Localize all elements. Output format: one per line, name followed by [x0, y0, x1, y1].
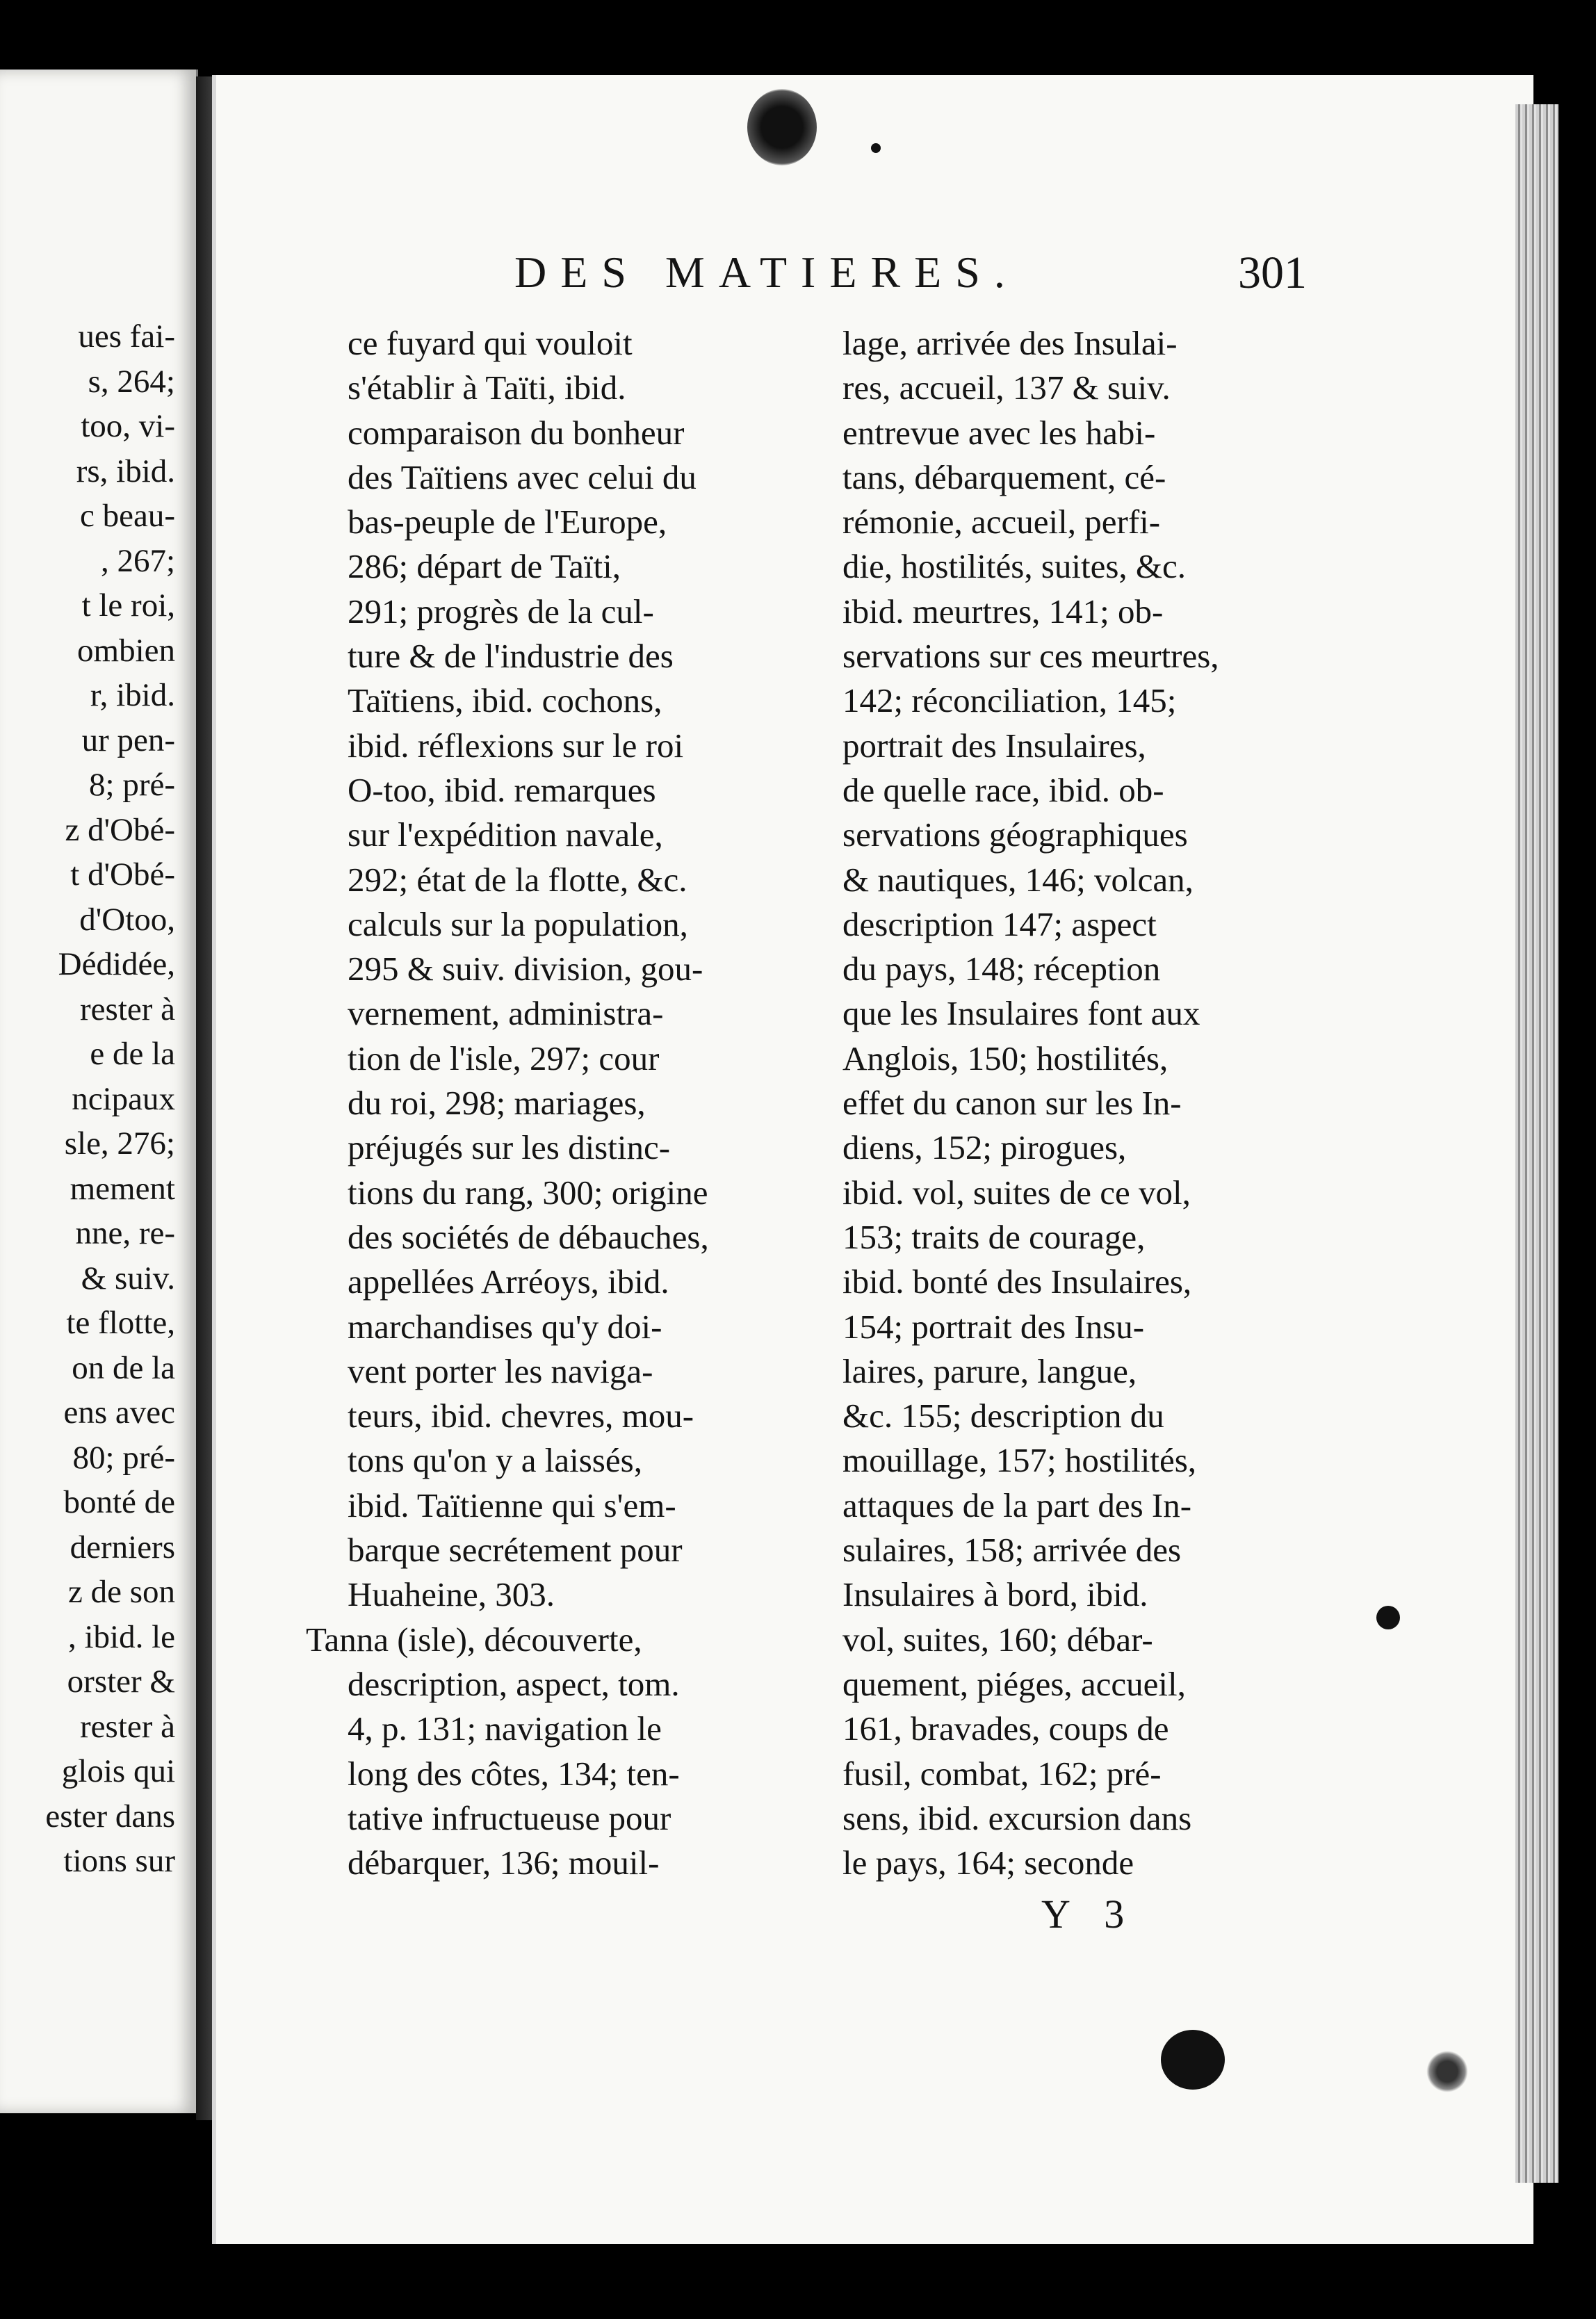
index-entry-line: Taïtiens, ibid. cochons, [348, 681, 662, 720]
index-entry-line: 154; portrait des Insu- [842, 1307, 1145, 1346]
running-head [514, 247, 1307, 302]
previous-page-line: ncipaux [72, 1080, 175, 1117]
scan-border-top [0, 0, 1596, 70]
index-entry-line: res, accueil, 137 & suiv. [842, 368, 1171, 407]
page-number: 301 [1238, 247, 1307, 298]
previous-page-line: mement [70, 1170, 175, 1207]
index-entry-line: servations géographiques [842, 815, 1188, 854]
index-entry-line: s'établir à Taïti, ibid. [348, 368, 626, 407]
index-entry-line: ibid. vol, suites de ce vol, [842, 1173, 1191, 1212]
index-entry-line: ibid. bonté des Insulaires, [842, 1262, 1192, 1301]
index-entry-line: du roi, 298; mariages, [348, 1084, 646, 1123]
index-entry-line: fusil, combat, 162; pré- [842, 1754, 1162, 1793]
index-entry-line: quement, piéges, accueil, [842, 1664, 1186, 1703]
index-entry-line: calculs sur la population, [348, 904, 688, 943]
previous-page-line: nne, re- [75, 1215, 175, 1251]
index-entry-line: tions du rang, 300; origine [348, 1173, 708, 1212]
index-entry-line: mouillage, 157; hostilités, [842, 1441, 1197, 1480]
ink-stain-corner [1426, 2051, 1468, 2092]
index-entry-line: entrevue avec les habi- [842, 413, 1156, 452]
index-entry-line: du pays, 148; réception [842, 950, 1161, 988]
index-entry-line: ce fuyard qui vouloit [348, 324, 633, 362]
signature-mark: Y 3 [1041, 1891, 1137, 1937]
index-entry-line: vol, suites, 160; débar- [842, 1620, 1153, 1659]
previous-page-line: , ibid. le [67, 1618, 175, 1655]
previous-page-line: too, vi- [81, 408, 175, 444]
previous-page-line: on de la [72, 1349, 175, 1386]
index-entry-line: 292; état de la flotte, &c. [348, 860, 687, 899]
previous-page-line: bonté de [63, 1484, 175, 1520]
previous-page-line: rs, ibid. [76, 453, 175, 489]
index-entry-line: appellées Arréoys, ibid. [348, 1262, 669, 1301]
index-entry-line: tative infructueuse pour [348, 1798, 671, 1837]
index-entry-line: comparaison du bonheur [348, 413, 685, 452]
index-entry-line: laires, parure, langue, [842, 1351, 1137, 1390]
index-entry-line: bas-peuple de l'Europe, [348, 503, 667, 542]
previous-page-line: orster & [67, 1663, 175, 1700]
previous-page-line: 80; pré- [72, 1439, 175, 1476]
previous-page-line: tions sur [63, 1843, 175, 1879]
previous-page-line: rester à [80, 1708, 175, 1745]
previous-page-line: rester à [80, 991, 175, 1027]
previous-page-line: Dédidée, [58, 946, 175, 982]
index-entry-line: teurs, ibid. chevres, mou- [348, 1397, 694, 1435]
previous-page-text [0, 314, 196, 1884]
ink-dot-top [871, 143, 881, 153]
page-edges [1515, 104, 1558, 2183]
index-entry-line: O-too, ibid. remarques [348, 770, 656, 809]
index-entry-line: servations sur ces meurtres, [842, 637, 1219, 676]
index-entry-line: 4, p. 131; navigation le [348, 1709, 662, 1748]
previous-page-line: ur pen- [81, 722, 175, 758]
previous-page-line: ester dans [45, 1798, 175, 1834]
index-entry-line: que les Insulaires font aux [842, 994, 1200, 1033]
index-entry-line: ibid. meurtres, 141; ob- [842, 592, 1164, 630]
index-entry-line: sur l'expédition navale, [348, 815, 663, 854]
index-entry-line: portrait des Insulaires, [842, 726, 1146, 765]
index-entry-line: vernement, administra- [348, 994, 664, 1033]
index-entry-line: &c. 155; description du [842, 1397, 1164, 1435]
index-entry-line: attaques de la part des In- [842, 1486, 1192, 1524]
index-entry-line: ibid. Taïtienne qui s'em- [348, 1486, 676, 1524]
index-entry-line: barque secrétement pour [348, 1531, 683, 1570]
ink-stain-top [747, 89, 817, 165]
index-entry-line: préjugés sur les distinc- [348, 1128, 671, 1167]
index-entry-line: description, aspect, tom. [348, 1664, 680, 1703]
previous-page-line: glois qui [61, 1753, 175, 1789]
index-entry-line: rémonie, accueil, perfi- [842, 503, 1161, 542]
index-entry-line: des sociétés de débauches, [348, 1217, 709, 1256]
index-entry-line: 142; réconciliation, 145; [842, 681, 1177, 720]
index-entry-line: lage, arrivée des Insulai- [842, 324, 1178, 362]
index-entry-line: 291; progrès de la cul- [348, 592, 654, 630]
index-entry-line: 286; départ de Taïti, [348, 547, 621, 586]
index-entry-line: 295 & suiv. division, gou- [348, 950, 703, 988]
index-column-left [306, 321, 806, 1885]
index-entry-line: tans, débarquement, cé- [842, 457, 1166, 496]
index-entry-line: diens, 152; pirogues, [842, 1128, 1127, 1167]
index-entry-line: ibid. réflexions sur le roi [348, 726, 684, 765]
previous-page-line: d'Otoo, [79, 901, 175, 938]
index-entry-line: Anglois, 150; hostilités, [842, 1039, 1168, 1077]
running-title: DES MATIERES. [514, 247, 1019, 297]
index-entry-line: & nautiques, 146; volcan, [842, 860, 1194, 899]
previous-page-line: & suiv. [81, 1260, 175, 1296]
index-entry-line: des Taïtiens avec celui du [348, 457, 697, 496]
previous-page-line: 8; pré- [89, 767, 175, 803]
index-entry-line: marchandises qu'y doi- [348, 1307, 662, 1346]
index-entry-line: 153; traits de courage, [842, 1217, 1146, 1256]
ink-stain-bottom [1161, 2030, 1225, 2090]
previous-page-line: z d'Obé- [65, 811, 175, 848]
previous-page-line: z de son [67, 1574, 175, 1610]
previous-page-line: ens avec [63, 1394, 175, 1431]
previous-page-line: derniers [70, 1529, 175, 1565]
previous-page-fragment [0, 70, 198, 2113]
previous-page-line: ues fai- [78, 318, 175, 355]
previous-page-line: , 267; [100, 542, 175, 579]
previous-page-line: sle, 276; [64, 1125, 175, 1162]
previous-page-line: r, ibid. [90, 677, 175, 713]
previous-page-line: s, 264; [88, 363, 175, 400]
index-entry-line: de quelle race, ibid. ob- [842, 770, 1164, 809]
index-entry-line: tons qu'on y a laissés, [348, 1441, 642, 1480]
index-entry-line: ture & de l'industrie des [348, 637, 674, 676]
index-column-right [842, 321, 1301, 1885]
index-entry-line: Insulaires à bord, ibid. [842, 1575, 1148, 1614]
index-entry-line: long des côtes, 134; ten- [348, 1754, 680, 1793]
index-entry-line: débarquer, 136; mouil- [348, 1844, 660, 1882]
previous-page-line: te flotte, [66, 1305, 175, 1341]
index-entry-line: Huaheine, 303. [348, 1575, 555, 1614]
previous-page-line: e de la [90, 1036, 175, 1072]
index-entry-line: sulaires, 158; arrivée des [842, 1531, 1182, 1570]
index-entry-line: vent porter les naviga- [348, 1351, 653, 1390]
index-entry-line: 161, bravades, coups de [842, 1709, 1169, 1748]
previous-page-line: ombien [77, 632, 175, 669]
index-entry-line: sens, ibid. excursion dans [842, 1798, 1192, 1837]
previous-page-line: c beau- [80, 498, 175, 534]
index-entry-line: le pays, 164; seconde [842, 1844, 1134, 1882]
previous-page-line: t d'Obé- [70, 856, 175, 893]
ink-stain-right [1376, 1606, 1400, 1629]
index-entry-line: die, hostilités, suites, &c. [842, 547, 1187, 586]
index-entry-line: tion de l'isle, 297; cour [348, 1039, 660, 1077]
index-entry-line: description 147; aspect [842, 904, 1157, 943]
index-entry-line: effet du canon sur les In- [842, 1084, 1182, 1123]
index-entry-line: Tanna (isle), découverte, [306, 1620, 642, 1659]
previous-page-line: t le roi, [81, 587, 175, 624]
